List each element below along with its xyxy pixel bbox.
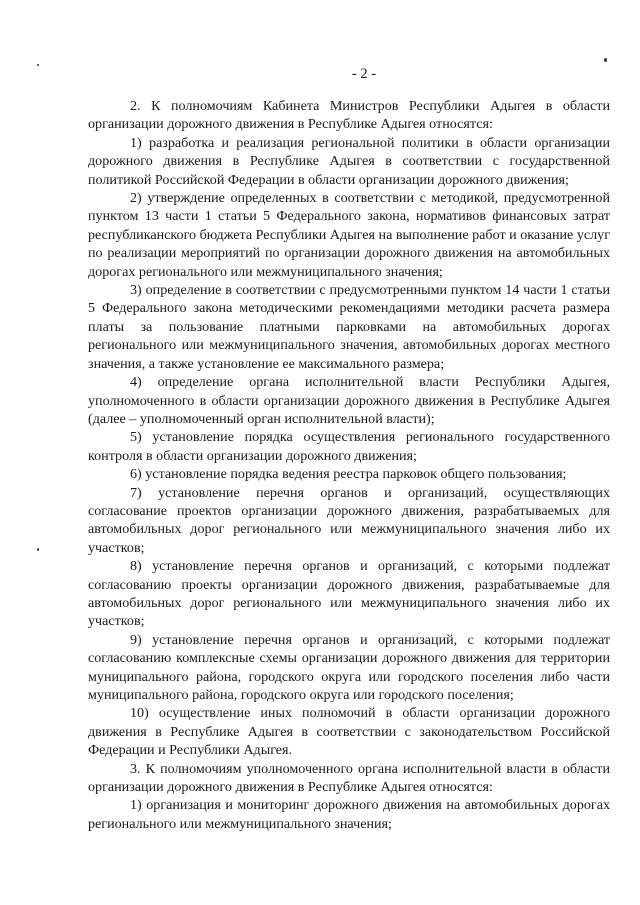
paragraph: 8) установление перечня органов и организаций, с которыми подлежат согласованию проекты организации дорожного движения, разрабатываемые для автомобильных дорог регионального или межмуниципального значения либо их участков; <box>88 558 610 630</box>
paragraph: 1) организация и мониторинг дорожного движения на автомобильных дорогах регионального или межмуниципального значения; <box>88 797 610 832</box>
document-body <box>88 97 610 833</box>
paragraph: 7) установление перечня органов и организаций, осуществляющих согласование проектов организации дорожного движения, разрабатываемых для автомобильных дорог регионального или межмуниципального значения либо их участков; <box>88 484 610 556</box>
paragraph: 2. К полномочиям Кабинета Министров Республики Адыгея в области организации дорожного движения в Республике Адыгея относятся: <box>88 98 610 133</box>
paragraph: 3. К полномочиям уполномоченного органа исполнительной власти в области организации дорожного движения в Республике Адыгея относятся: <box>88 760 610 796</box>
paragraph: 1) разработка и реализация региональной политики в области организации дорожного движения в Республике Адыгея в соответствии с государственной политикой Российской Федерации в области организации дорожного движения; <box>88 134 610 188</box>
paragraph: 3) определение в соответствии с предусмотренными пунктом 14 части 1 статьи 5 Федерального закона методическими рекомендациями методики расчета размера платы за пользование платными парковками на автомобильных дорогах регионального или межмуниципального значения, автомобильных дорогах местного значения, а также установление ее максимального размера; <box>88 282 610 372</box>
page-number: - 2 - <box>351 66 377 82</box>
paragraph: 9) установление перечня органов и организаций, с которыми подлежат согласованию комплексные схемы организации дорожного движения для территории муниципального района, городского округа или городского поселения либо части муниципального района, городского округа или городского поселения; <box>88 631 610 703</box>
paragraph: 4) определение органа исполнительной власти Республики Адыгея, уполномоченного в области организации дорожного движения в Республике Адыгея (далее – уполномоченный орган исполнительной власти); <box>88 374 610 427</box>
scan-speck <box>37 548 39 551</box>
paragraph: 10) осуществление иных полномочий в области организации дорожного движения в Республике Адыгея в соответствии с законодательством Российской Федерации и Республики Адыгея. <box>88 705 610 759</box>
paragraph: 6) установление порядка ведения реестра парковок общего пользования; <box>130 466 567 483</box>
paragraph: 5) установление порядка осуществления регионального государственного контроля в области организации дорожного движения; <box>88 429 610 464</box>
scan-speck <box>604 58 607 62</box>
paragraph: 2) утверждение определенных в соответствии с методикой, предусмотренной пунктом 13 части 1 статьи 5 Федерального закона, нормативов финансовых затрат республиканского бюджета Республики Адыгея на выполнение работ и оказание услуг по реализации мероприятий по организации дорожного движения на автомобильных дорогах регионального или межмуниципального значения; <box>88 190 610 280</box>
scan-speck <box>37 64 39 66</box>
document-page <box>88 66 610 833</box>
